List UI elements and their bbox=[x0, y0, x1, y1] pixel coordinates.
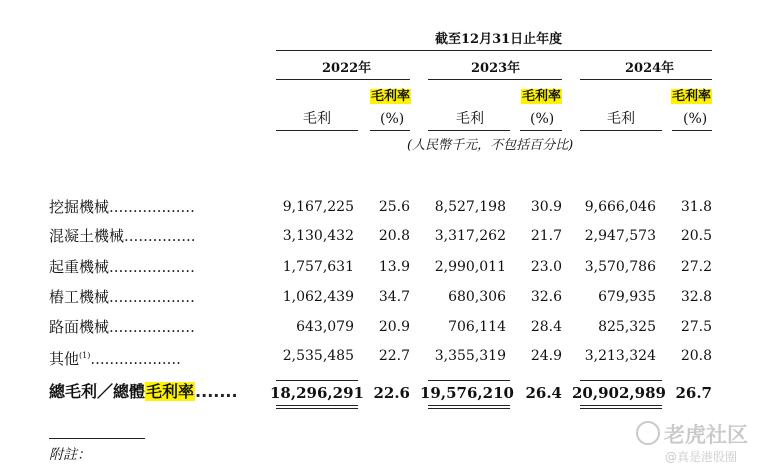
row-label bbox=[49, 347, 181, 368]
total-top-rule-1 bbox=[276, 380, 358, 381]
year-rule-2022 bbox=[276, 79, 410, 80]
cell-2022-value: 2,535,485 bbox=[282, 348, 354, 364]
row-label bbox=[49, 318, 195, 336]
total-double-rule-2a bbox=[428, 405, 510, 406]
footnote-label: 附註： bbox=[49, 447, 91, 463]
footnote-rule bbox=[49, 438, 145, 439]
watermark-text: 老虎社区 bbox=[664, 423, 748, 447]
cell-2023-value: 8,527,198 bbox=[434, 199, 506, 215]
year-2022: 2022年 bbox=[322, 61, 372, 76]
cell-2022-margin: 34.7 bbox=[378, 289, 410, 305]
total-2023-margin: 26.4 bbox=[525, 384, 562, 402]
total-label-highlight: 毛利率 bbox=[146, 382, 195, 401]
subcol-rule-4 bbox=[520, 130, 562, 131]
row-label bbox=[49, 258, 195, 276]
total-top-rule-2 bbox=[428, 380, 510, 381]
cell-2024-value: 679,935 bbox=[598, 289, 656, 305]
total-label-text: 總毛利／總體 bbox=[49, 382, 146, 401]
profit-col-header-2024: 毛利 bbox=[607, 111, 635, 127]
cell-2024-value: 3,570,786 bbox=[584, 259, 656, 275]
cell-2024-margin: 32.8 bbox=[680, 289, 712, 305]
cell-2024-value: 9,666,046 bbox=[584, 199, 656, 215]
period-header: 截至12月31日止年度 bbox=[435, 32, 563, 47]
row-label bbox=[49, 227, 196, 245]
cell-2024-margin: 20.8 bbox=[680, 348, 712, 364]
subcol-rule-3 bbox=[428, 130, 510, 131]
cell-2023-margin: 32.6 bbox=[530, 289, 562, 305]
year-2024: 2024年 bbox=[625, 61, 675, 76]
row-label-text: 樁工機械 bbox=[49, 288, 110, 306]
pct-col-header-2024: (%) bbox=[683, 111, 708, 127]
cell-2024-margin: 20.5 bbox=[680, 228, 712, 244]
total-double-rule-1a bbox=[276, 405, 358, 406]
cell-2024-value: 825,325 bbox=[598, 319, 656, 335]
tiger-community-icon bbox=[636, 421, 660, 445]
footnote-marker: (1) bbox=[79, 351, 91, 360]
subcol-rule-2 bbox=[370, 130, 410, 131]
row-label-text: 混凝土機械 bbox=[49, 227, 125, 245]
cell-2022-value: 1,062,439 bbox=[282, 289, 354, 305]
total-dots: ....... bbox=[195, 382, 238, 401]
cell-2023-value: 680,306 bbox=[448, 289, 506, 305]
row-label bbox=[49, 198, 195, 216]
cell-2022-value: 643,079 bbox=[296, 319, 354, 335]
year-rule-2023 bbox=[428, 79, 562, 80]
row-label bbox=[49, 288, 195, 306]
total-2023-value: 19,576,210 bbox=[420, 384, 514, 402]
margin-col-header-2023: 毛利率 bbox=[522, 89, 562, 104]
cell-2024-value: 2,947,573 bbox=[584, 228, 656, 244]
total-2022-value: 18,296,291 bbox=[270, 384, 364, 402]
cell-2023-margin: 23.0 bbox=[530, 259, 562, 275]
cell-2022-value: 9,167,225 bbox=[282, 199, 354, 215]
watermark-logo bbox=[636, 419, 748, 449]
total-2024-value: 20,902,989 bbox=[572, 384, 666, 402]
total-label bbox=[49, 383, 238, 401]
row-dots: ................... bbox=[90, 350, 181, 368]
year-rule-2024 bbox=[580, 79, 712, 80]
cell-2022-margin: 20.9 bbox=[378, 319, 410, 335]
cell-2023-value: 2,990,011 bbox=[434, 259, 506, 275]
cell-2023-margin: 30.9 bbox=[530, 199, 562, 215]
cell-2023-value: 706,114 bbox=[448, 319, 506, 335]
profit-col-header-2023: 毛利 bbox=[456, 111, 484, 127]
subcol-rule-6 bbox=[672, 130, 712, 131]
total-double-rule-3b bbox=[580, 408, 662, 409]
total-double-rule-2b bbox=[428, 408, 510, 409]
cell-2023-value: 3,355,319 bbox=[434, 348, 506, 364]
total-2022-margin: 22.6 bbox=[373, 384, 410, 402]
header-rule bbox=[276, 50, 712, 51]
cell-2022-value: 1,757,631 bbox=[282, 259, 354, 275]
cell-2023-margin: 21.7 bbox=[530, 228, 562, 244]
cell-2023-margin: 24.9 bbox=[530, 348, 562, 364]
total-2024-margin: 26.7 bbox=[675, 384, 712, 402]
profit-col-header-2022: 毛利 bbox=[303, 111, 331, 127]
unit-note: (人民幣千元，不包括百分比) bbox=[407, 138, 574, 153]
cell-2023-value: 3,317,262 bbox=[434, 228, 506, 244]
pct-col-header-2023: (%) bbox=[530, 111, 555, 127]
watermark-sub: @真是港股圈 bbox=[665, 450, 738, 464]
cell-2022-margin: 22.7 bbox=[378, 348, 410, 364]
year-2023: 2023年 bbox=[471, 61, 521, 76]
cell-2023-margin: 28.4 bbox=[530, 319, 562, 335]
row-label-text: 挖掘機械 bbox=[49, 198, 110, 216]
margin-col-header-2022: 毛利率 bbox=[371, 89, 411, 104]
cell-2024-value: 3,213,324 bbox=[584, 348, 656, 364]
total-double-rule-3a bbox=[580, 405, 662, 406]
row-dots: .................. bbox=[109, 288, 195, 306]
cell-2022-value: 3,130,432 bbox=[282, 228, 354, 244]
row-label-text: 路面機械 bbox=[49, 318, 110, 336]
margin-col-header-2024: 毛利率 bbox=[672, 89, 712, 104]
total-double-rule-1b bbox=[276, 408, 358, 409]
cell-2022-margin: 25.6 bbox=[378, 199, 410, 215]
row-dots: ............... bbox=[124, 227, 196, 245]
row-dots: .................. bbox=[109, 258, 195, 276]
pct-col-header-2022: (%) bbox=[380, 111, 405, 127]
cell-2022-margin: 20.8 bbox=[378, 228, 410, 244]
subcol-rule-1 bbox=[276, 130, 358, 131]
cell-2024-margin: 27.5 bbox=[680, 319, 712, 335]
cell-2024-margin: 27.2 bbox=[680, 259, 712, 275]
total-top-rule-3 bbox=[580, 380, 662, 381]
subcol-rule-5 bbox=[580, 130, 662, 131]
row-label-text: 其他 bbox=[49, 350, 80, 368]
row-dots: .................. bbox=[109, 318, 195, 336]
row-label-text: 起重機械 bbox=[49, 258, 110, 276]
cell-2022-margin: 13.9 bbox=[378, 259, 410, 275]
row-dots: .................. bbox=[109, 198, 195, 216]
cell-2024-margin: 31.8 bbox=[680, 199, 712, 215]
